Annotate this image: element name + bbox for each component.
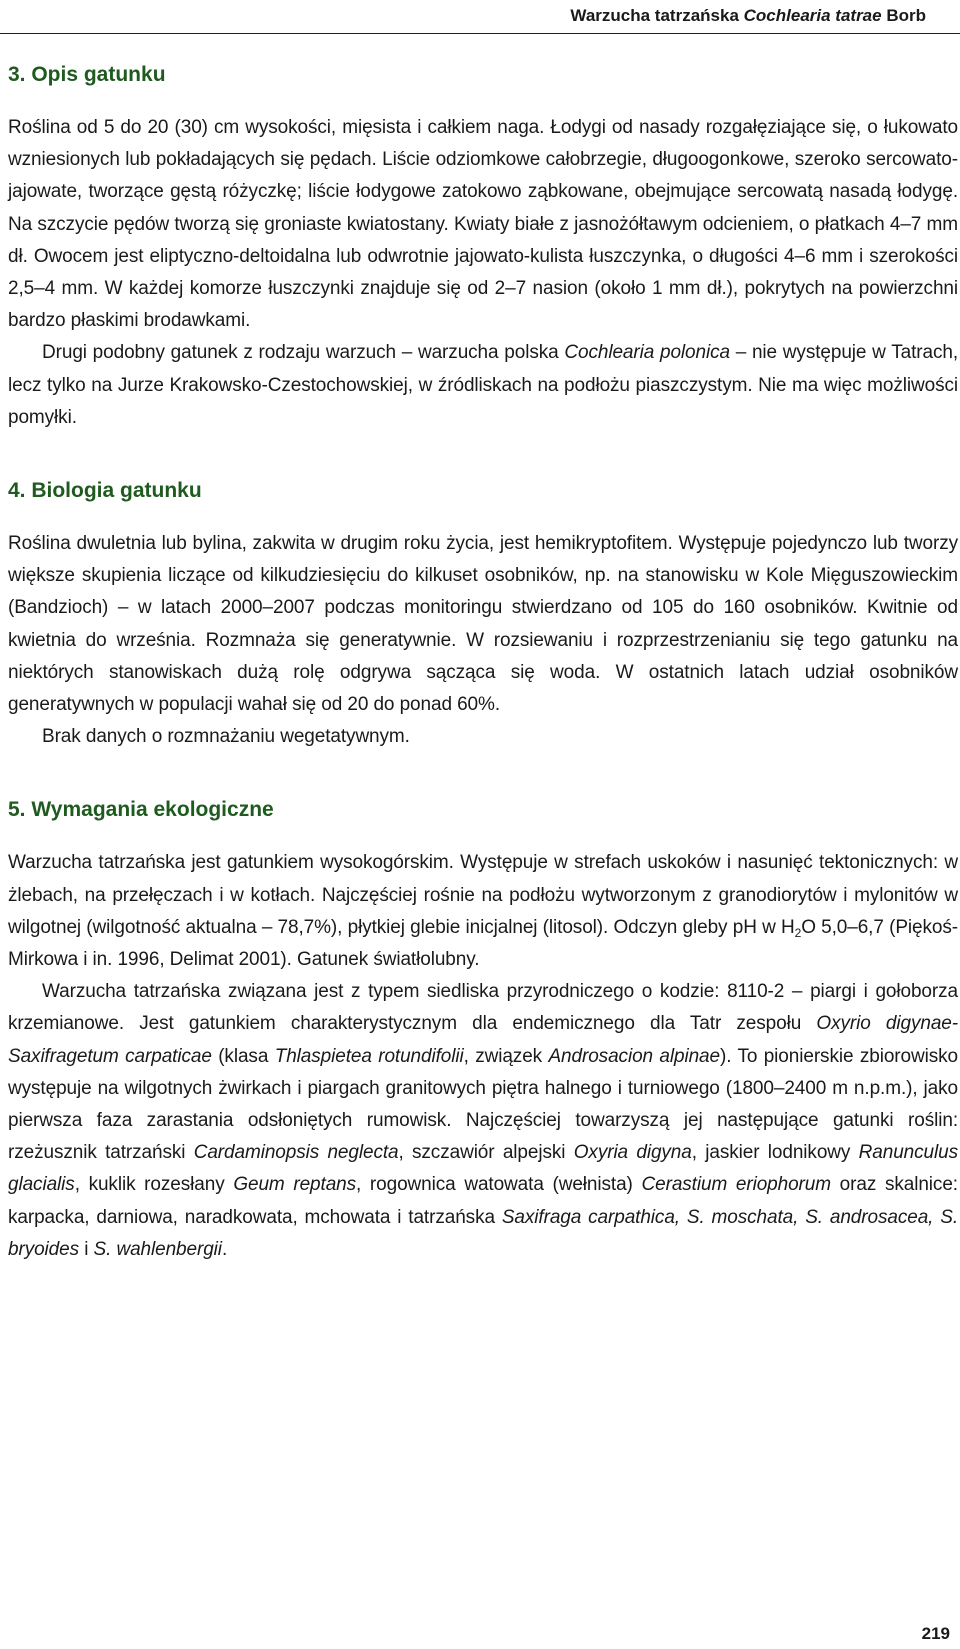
section-heading-description: 3. Opis gatunku bbox=[8, 63, 166, 86]
paragraph-ecology: Warzucha tatrzańska jest gatunkiem wysokogórskim. Występuje w strefach uskoków i nasunięć tektonicznych: w żlebach, na przełęczach i w kotłach. Najczęściej rośnie na podłożu wytworzonym z granodiorytów i mylonitów w wilgotnej (wilgotność aktualna – 78,7%), płytkiej glebie inicjalnej (litosol). Odczyn gleby pH w $H_2O$ 5,0–6,7 (Piękoś-Mirkowa i in. 1996, Delimat 2001). Gatunek światłolubny. bbox=[8, 852, 958, 971]
paragraph-similar-species: Drugi podobny gatunek z rodzaju warzuch – warzucha polska Cochlearia polonica – nie występuje w Tatrach, lecz tylko na Jurze Krakowsko-Czestochowskiej, w źródliskach na podłożu piaszczystym. Nie ma więc możliwości pomyłki. bbox=[8, 342, 959, 428]
latin-name: Geum reptans bbox=[233, 1174, 357, 1196]
page-number: 219 bbox=[921, 1624, 950, 1643]
header-title: Warzucha tatrzańska bbox=[570, 6, 739, 25]
section-heading-biology: 4. Biologia gatunku bbox=[8, 479, 202, 503]
section-heading-ecology: 5. Wymagania ekologiczne bbox=[8, 798, 274, 822]
paragraph-habitat: Warzucha tatrzańska związana jest z typem siedliska przyrodniczego o kodzie: 8110-2 – piargi i gołoborza krzemianowe. Jest gatunkiem charakterystycznym dla endemicznego dla Tatr zespołu Oxyrio digynae-Saxifragetum carpaticae (klasa Thlaspietea rotundifolii, związek Androsacion alpinae). To pionierskie zbiorowisko występuje na wilgotnych żwirkach i piargach granitowych piętra halnego i turniowego (1800–2400 m n.p.m.), jako pierwsza faza zarastania odsłoniętych rumowisk. Najczęściej towarzyszą jej następujące gatunki roślin: rzeżusznik tatrzański Cardaminopsis neglecta, szczawiór alpejski Oxyria digyna, jaskier lodnikowy Ranunculus glacialis, kuklik rozesłany Geum reptans, rogownica watowata (wełnista) Cerastium eriophorum oraz skalnice: karpacka, darniowa, naradkowata, mchowata i tatrzańska Saxifraga carpathica, S. moschata, S. androsacea, S. bryoides i S. wahlenbergii. bbox=[8, 981, 958, 1260]
latin-name: Thlaspietea rotundifolii bbox=[274, 1045, 464, 1067]
latin-name: Cochlearia polonica bbox=[564, 342, 730, 364]
page-content bbox=[8, 60, 958, 1266]
latin-name: S. wahlenbergii bbox=[93, 1238, 222, 1260]
latin-name: Oxyria digyna bbox=[573, 1142, 692, 1164]
latin-name: Oxyrio digynae-Saxifragetum carpaticae bbox=[8, 1013, 958, 1067]
running-header bbox=[0, 0, 960, 34]
latin-name: Saxifraga carpathica, S. moschata, S. androsacea, S. bryoides bbox=[8, 1206, 958, 1260]
latin-name: Cardaminopsis neglecta bbox=[193, 1142, 399, 1164]
paragraph-vegetative: Brak danych o rozmnażaniu wegetatywnym. bbox=[42, 726, 410, 748]
latin-name: Cerastium eriophorum bbox=[641, 1174, 831, 1196]
header-latin-name: Cochlearia tatrae bbox=[743, 6, 882, 25]
paragraph-biology: Roślina dwuletnia lub bylina, zakwita w drugim roku życia, jest hemikryptofitem. Występuje pojedynczo lub tworzy większe skupienia liczące od kilkudziesięciu do kilkuset osobników, np. na stanowisku w Kole Mięguszowieckim (Bandzioch) – w latach 2000–2007 podczas monitoringu stwierdzano od 105 do 160 osobników. Kwitnie od kwietnia do września. Rozmnaża się generatywnie. W rozsiewaniu i rozprzestrzenianiu się tego gatunku na niektórych stanowiskach dużą rolę odgrywa sącząca się woda. W ostatnich latach udział osobników generatywnych w populacji wahał się od 20 do ponad 60%. bbox=[8, 533, 958, 716]
latin-name: Ranunculus glacialis bbox=[8, 1142, 958, 1196]
header-author: Borb bbox=[886, 6, 926, 25]
latin-name: Androsacion alpinae bbox=[548, 1045, 720, 1067]
paragraph-description: Roślina od 5 do 20 (30) cm wysokości, mięsista i całkiem naga. Łodygi od nasady rozgałęziające się, o łukowato wzniesionych lub pokładających się pędach. Liście odziomkowe całobrzegie, długoogonkowe, szeroko sercowato-jajowate, tworzące gęstą różyczkę; liście łodygowe zatokowo ząbkowane, obejmujące sercowatą nasadą łodygę. Na szczycie pędów tworzą się groniaste kwiatostany. Kwiaty białe z jasnożółtawym odcieniem, o płatkach 4–7 mm dł. Owocem jest eliptyczno-deltoidalna lub odwrotnie jajowato-kulista łuszczynka, o długości 4–6 mm i szerokości 2,5–4 mm. W każdej komorze łuszczynki znajduje się od 2–7 nasion (około 1 mm dł.), pokrytych na powierzchni bardzo płaskimi brodawkami. bbox=[8, 117, 958, 332]
